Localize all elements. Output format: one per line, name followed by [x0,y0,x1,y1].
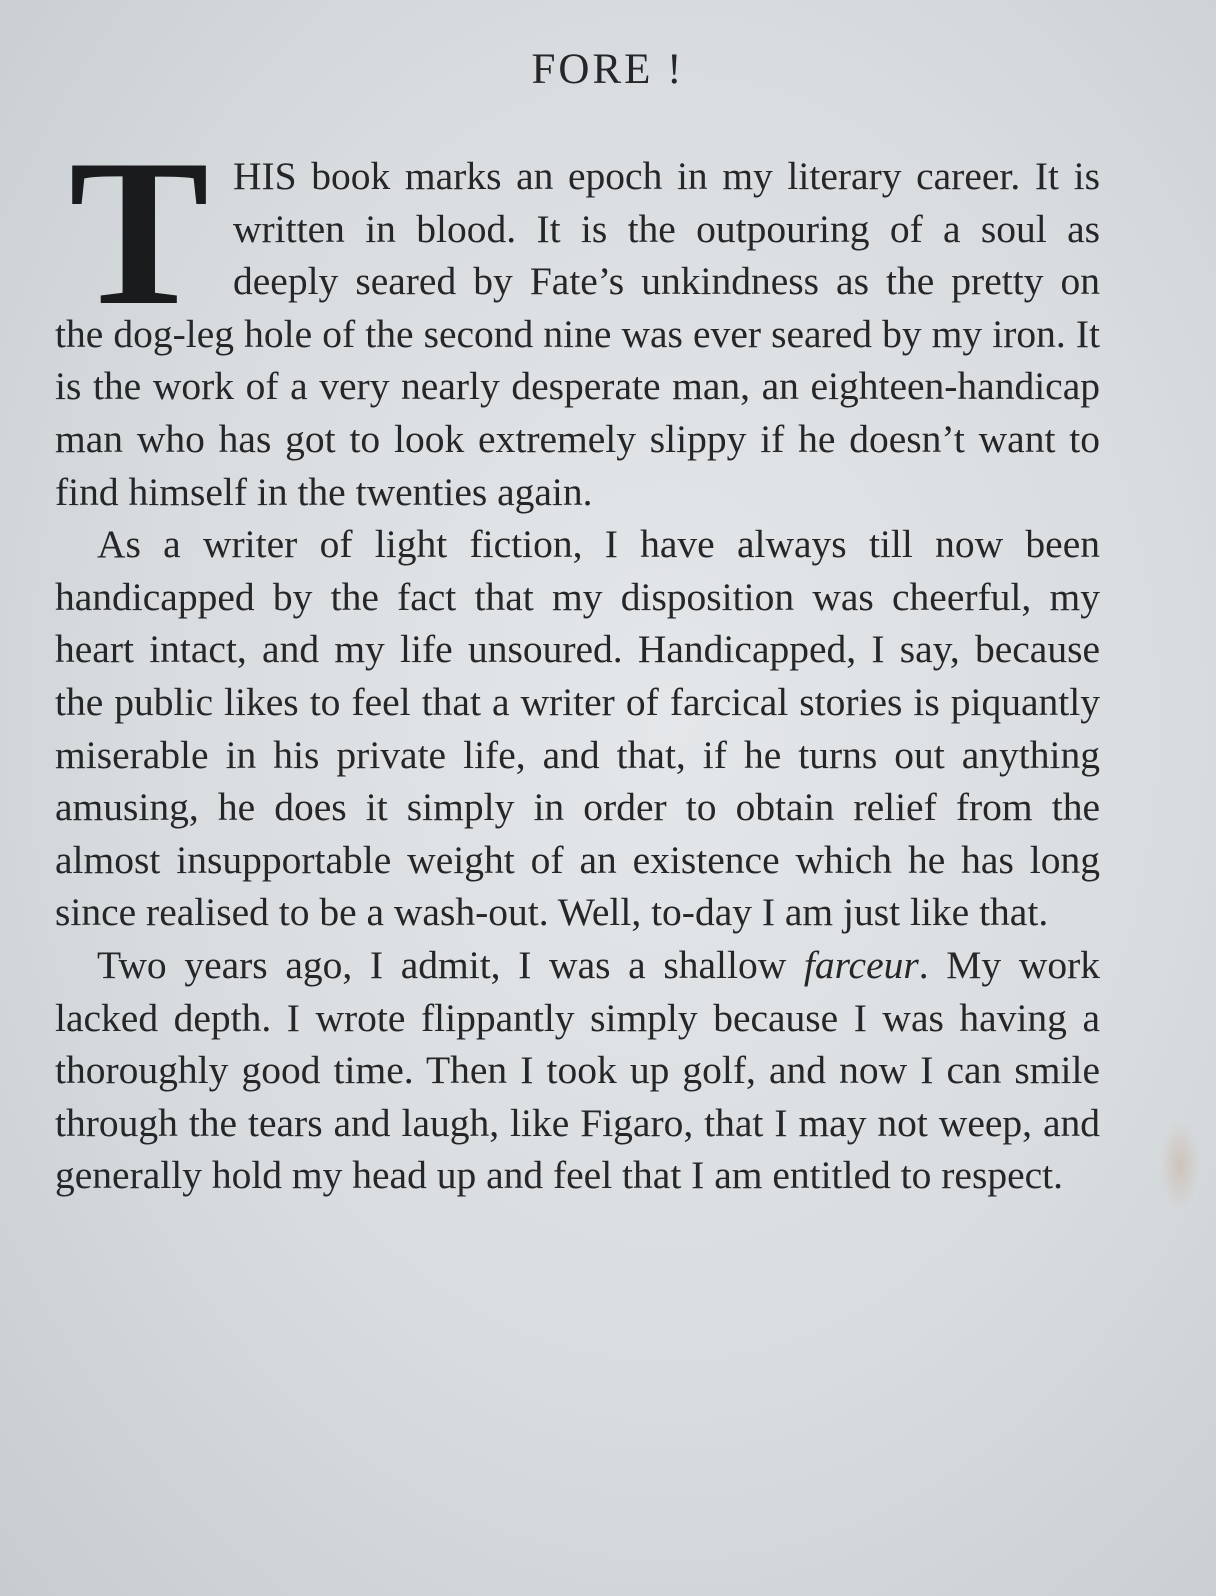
paragraph-1 [55,117,1100,518]
paragraph-2: As a writer of light fiction, I have always till now been handicapped by the fact that my disposition was cheerful, my heart intact, and my life unsoured. Handicapped, I say, because the public likes to feel that a writer of farcical stories is piquantly miserable in his private life, and that, if he turns out anything amusing, he does it simply in order to obtain relief from the almost insupportable weight of an existence which he has long since realised to be a wash-out. Well, to-day I am just like that. [55,522,1100,935]
page-title: FORE ! [531,46,685,93]
drop-cap: T [68,117,210,349]
paragraph-3 [55,939,1100,1202]
paragraph-3-text-start: Two years ago, I admit, I was a shallow [97,942,804,987]
paragraph-3-italic-word: farceur [803,942,919,987]
paragraph-3-text-end: . My work lacked depth. I wrote flippantly simply because I was having a thoroughly good time. Then I took up golf, and now I can smile through the tears and laugh, like Figaro, that I may not weep, and generally hold my head up and feel that I am entitled to respect. [55,942,1100,1198]
paper-stain [1160,1120,1200,1210]
page-body [55,117,1100,1202]
paragraph-1-text: HIS book marks an epoch in my literary career. It is written in blood. It is the outpouring of a soul as deeply seared by Fate’s unkindness as the pretty on the dog-leg hole of the second nine was ever seared by my iron. It is the work of a very nearly desperate man, an eighteen-handicap man who has got to look extremely slippy if he doesn’t want to find himself in the twenties again. [55,154,1100,514]
